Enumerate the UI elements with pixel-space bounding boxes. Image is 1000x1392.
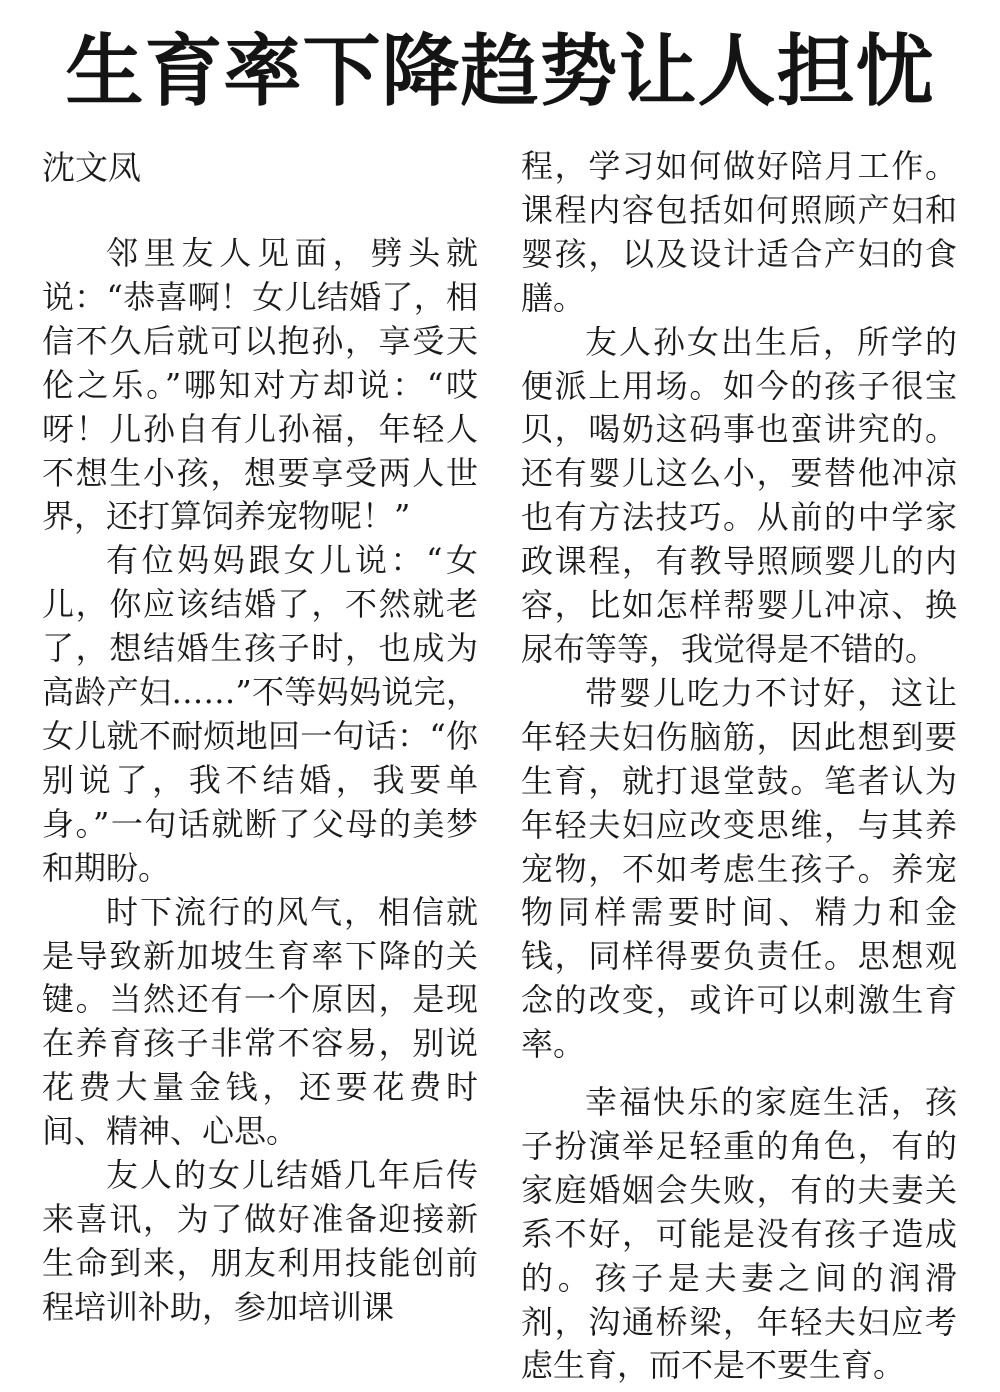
article-author: 沈文凤 — [42, 148, 141, 187]
paragraph: 带婴儿吃力不讨好，这让年轻夫妇伤脑筋，因此想到要生育，就打退堂鼓。笔者认为年轻夫妇应改变思维，与其养宠物，不如考虑生孩子。养宠物同样需要时间、精力和金钱，同样得要负责任。思想观念的改变，或许可以刺激生育率。 — [521, 673, 957, 1064]
paragraph: 友人孙女出生后，所学的便派上用场。如今的孩子很宝贝，喝奶这码事也蛮讲究的。还有婴儿这么小，要替他冲凉也有方法技巧。从前的中学家政课程，有教导照顾婴儿的内容，比如怎样帮婴儿冲凉、换尿布等等，我觉得是不错的。 — [521, 322, 957, 668]
paragraph: 友人的女儿结婚几年后传来喜讯，为了做好准备迎接新生命到来，朋友利用技能创前程培训补助，参加培训课 — [42, 1156, 478, 1326]
paragraph: 幸福快乐的家庭生活，孩子扮演举足轻重的角色，有的家庭婚姻会失败，有的夫妻关系不好，可能是没有孩子造成的。孩子是夫妻之间的润滑剂，沟通桥梁，年轻夫妇应考虑生育，而不是不要生育。 — [521, 1083, 957, 1385]
paragraph: 时下流行的风气，相信就是导致新加坡生育率下降的关键。当然还有一个原因，是现在养育孩子非常不容易，别说花费大量金钱，还要花费时间、精神、心思。 — [42, 892, 478, 1151]
paragraph: 有位妈妈跟女儿说：“女儿，你应该结婚了，不然就老了，想结婚生孩子时，也成为高龄产妇……”不等妈妈说完，女儿就不耐烦地回一句话：“你别说了，我不结婚，我要单身。”一句话就断了父母的美梦和期盼。 — [42, 541, 478, 887]
right-column — [521, 145, 957, 1388]
paragraph: 邻里友人见面，劈头就说：“恭喜啊！女儿结婚了，相信不久后就可以抱孙，享受天伦之乐。”哪知对方却说：“哎呀！儿孙自有儿孙福，年轻人不想生小孩，想要享受两人世界，还打算饲养宠物呢！” — [42, 234, 478, 536]
left-column — [42, 232, 478, 1330]
paragraph-continued: 程，学习如何做好陪月工作。课程内容包括如何照顾产妇和婴孩，以及设计适合产妇的食膳。 — [521, 147, 957, 317]
article-title: 生育率下降趋势让人担忧 — [65, 27, 935, 117]
